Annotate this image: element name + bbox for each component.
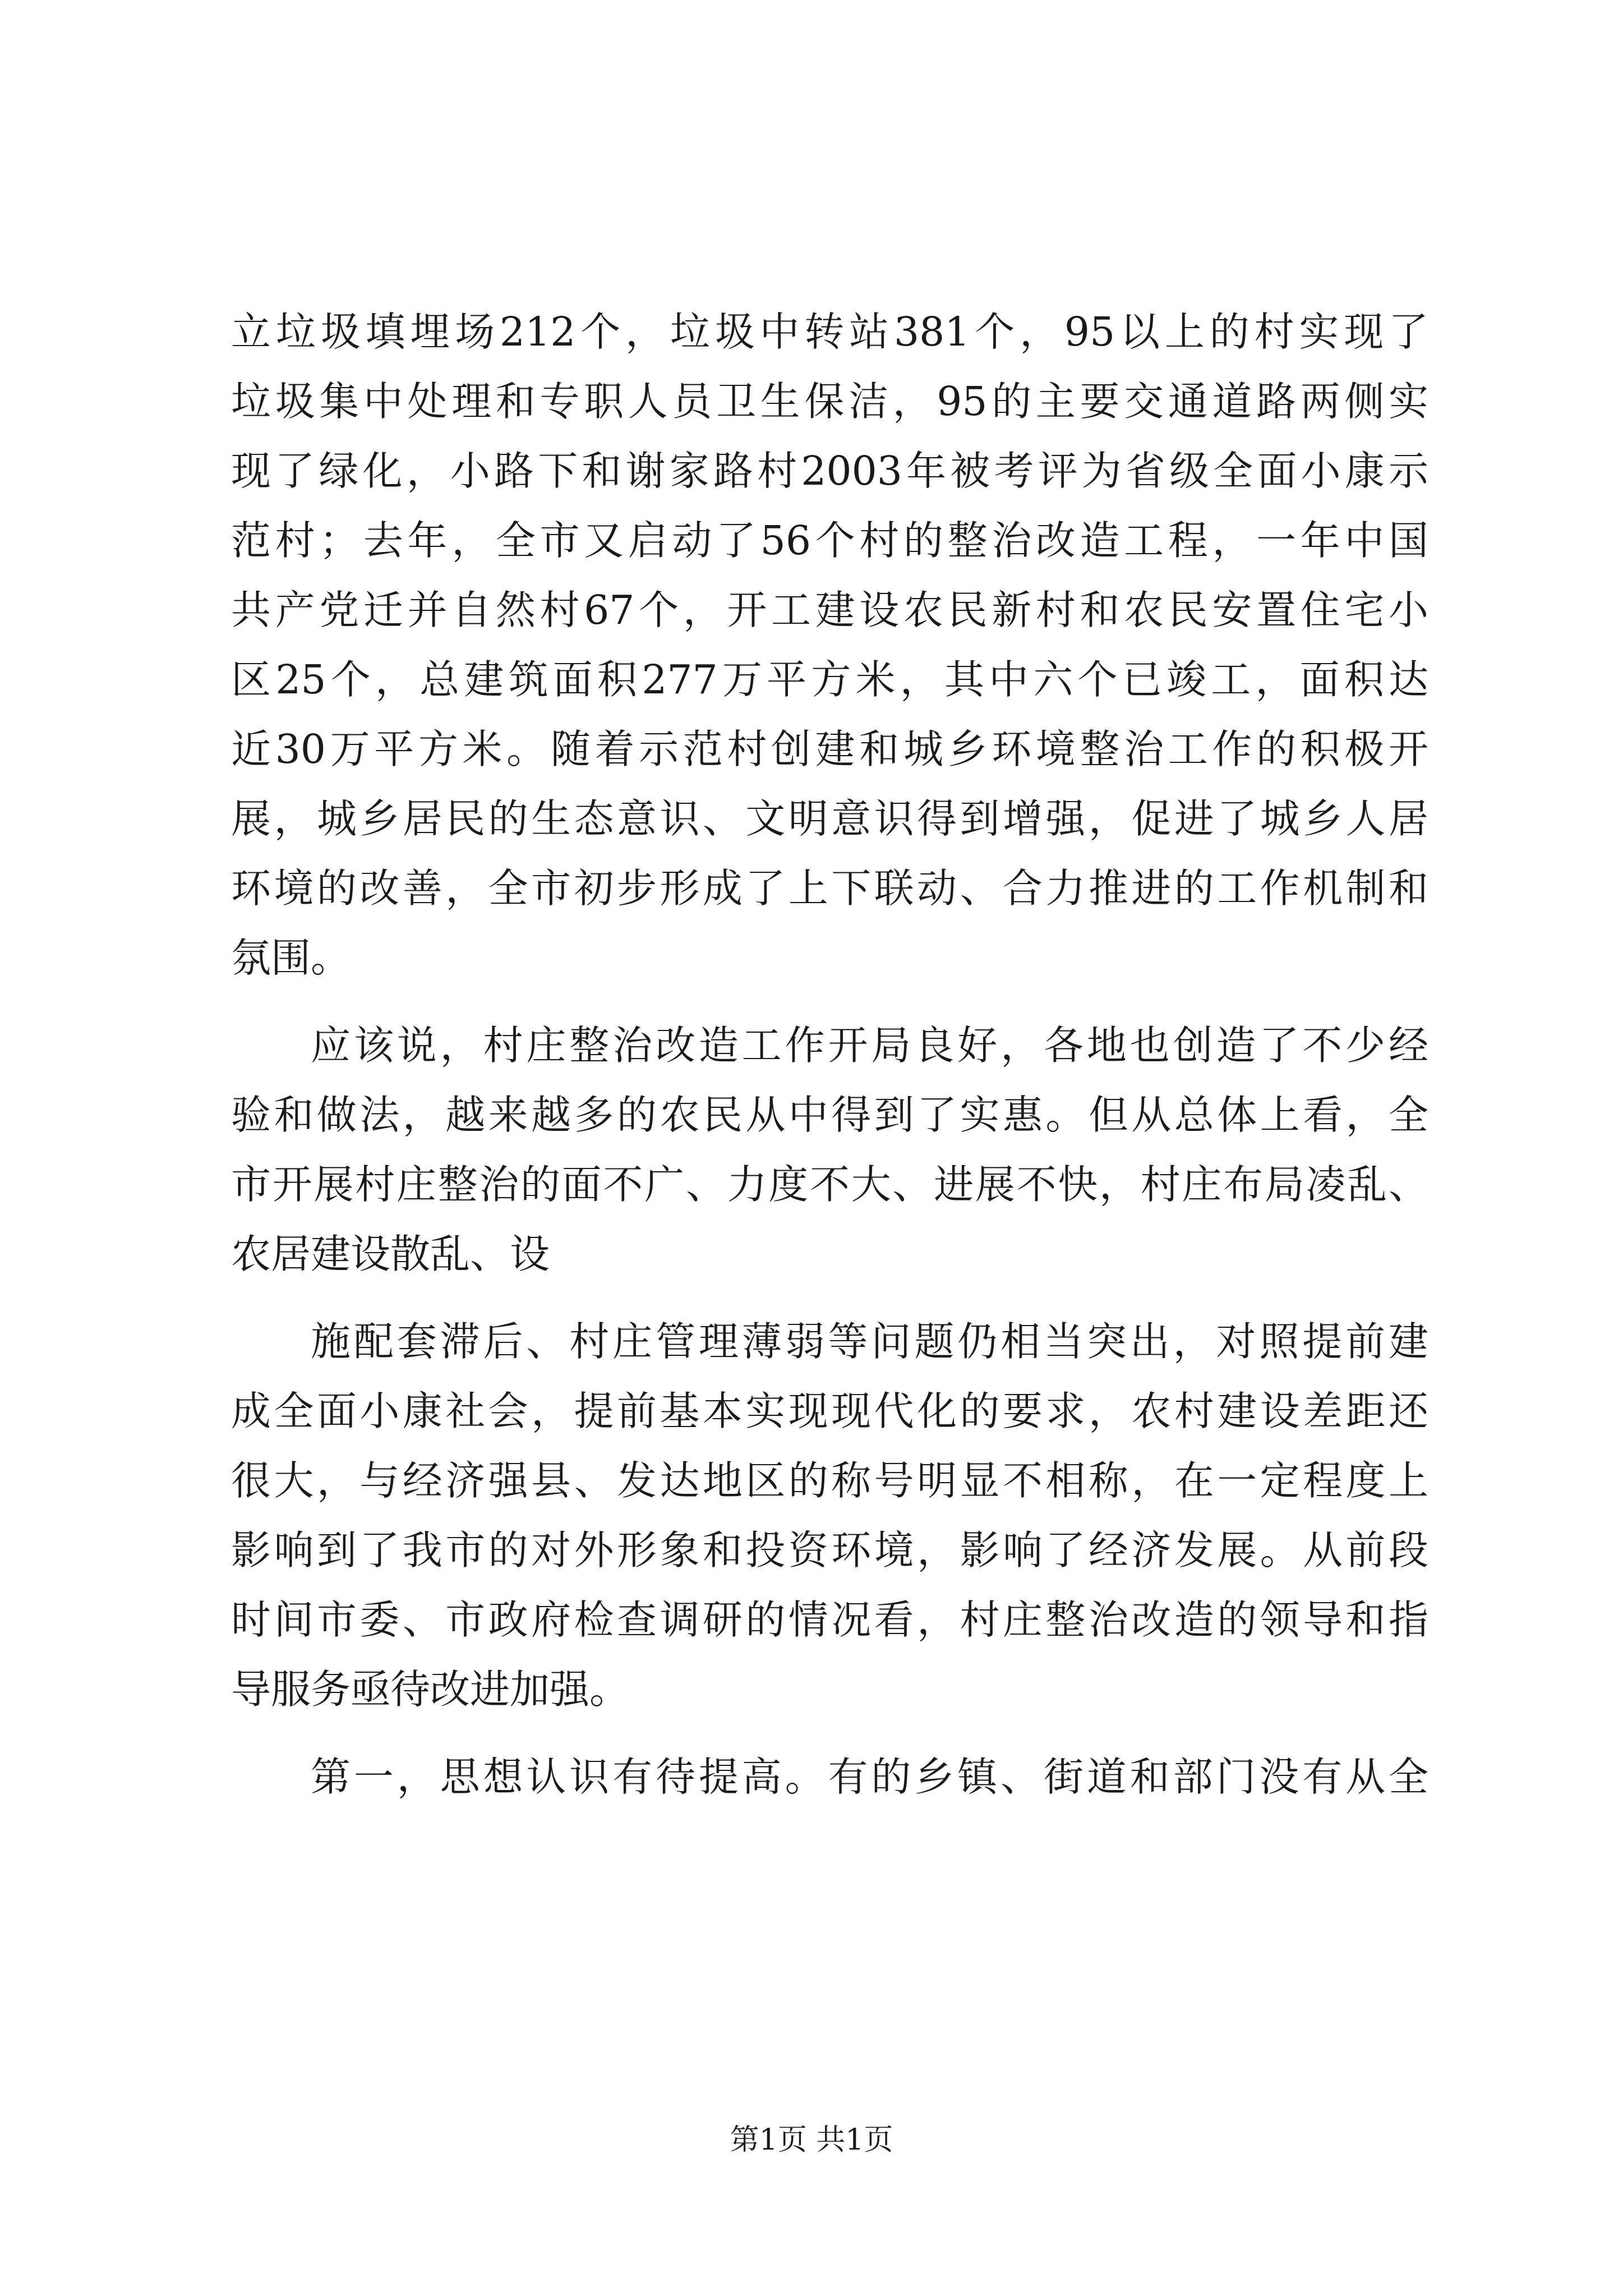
text-line: 立垃圾填埋场212个，垃圾中转站381个，95以上的村实现了 bbox=[231, 309, 1428, 355]
paragraph-1 bbox=[231, 297, 1428, 993]
text-line: 氛围。 bbox=[231, 935, 351, 981]
text-line: 时间市委、市政府检查调研的情况看，村庄整治改造的领导和指 bbox=[231, 1596, 1428, 1643]
paragraph-gap bbox=[231, 993, 1428, 1011]
text-line: 应该说，村庄整治改造工作开局良好，各地也创造了不少经 bbox=[311, 1022, 1428, 1069]
paragraph-gap bbox=[231, 1289, 1428, 1307]
text-line: 第一，思想认识有待提高。有的乡镇、街道和部门没有从全 bbox=[311, 1754, 1428, 1800]
document-body bbox=[231, 297, 1428, 2115]
text-line: 施配套滞后、村庄管理薄弱等问题仍相当突出，对照提前建 bbox=[311, 1318, 1428, 1365]
text-line: 导服务亟待改进加强。 bbox=[231, 1666, 630, 1713]
text-line: 区25个，总建筑面积277万平方米，其中六个已竣工，面积达 bbox=[231, 656, 1428, 703]
text-line: 环境的改善，全市初步形成了上下联动、合力推进的工作机制和 bbox=[231, 865, 1428, 912]
text-line: 现了绿化，小路下和谢家路村2003年被考评为省级全面小康示 bbox=[231, 448, 1428, 494]
text-line: 很大，与经济强县、发达地区的称号明显不相称，在一定程度上 bbox=[231, 1457, 1428, 1504]
text-line: 共产党迁并自然村67个，开工建设农民新村和农民安置住宅小 bbox=[231, 587, 1428, 633]
text-line: 农居建设散乱、设 bbox=[231, 1231, 550, 1277]
paragraph-3 bbox=[231, 1307, 1428, 1724]
paragraph-4 bbox=[231, 1742, 1428, 1812]
text-line: 市开展村庄整治的面不广、力度不大、进展不快，村庄布局凌乱、 bbox=[231, 1161, 1428, 1208]
text-line: 验和做法，越来越多的农民从中得到了实惠。但从总体上看，全 bbox=[231, 1092, 1428, 1138]
text-line: 垃圾集中处理和专职人员卫生保洁，95的主要交通道路两侧实 bbox=[231, 378, 1428, 425]
text-line: 范村；去年，全市又启动了56个村的整治改造工程，一年中国 bbox=[231, 517, 1428, 564]
text-line: 影响到了我市的对外形象和投资环境，影响了经济发展。从前段 bbox=[231, 1527, 1428, 1573]
page-footer: 第1页 共1页 bbox=[730, 2123, 893, 2157]
paragraph-gap bbox=[231, 1724, 1428, 1742]
text-line: 展，城乡居民的生态意识、文明意识得到增强，促进了城乡人居 bbox=[231, 795, 1428, 842]
paragraph-2 bbox=[231, 1011, 1428, 1289]
text-line: 近30万平方米。随着示范村创建和城乡环境整治工作的积极开 bbox=[231, 726, 1428, 772]
text-line: 成全面小康社会，提前基本实现现代化的要求，农村建设差距还 bbox=[231, 1388, 1428, 1434]
